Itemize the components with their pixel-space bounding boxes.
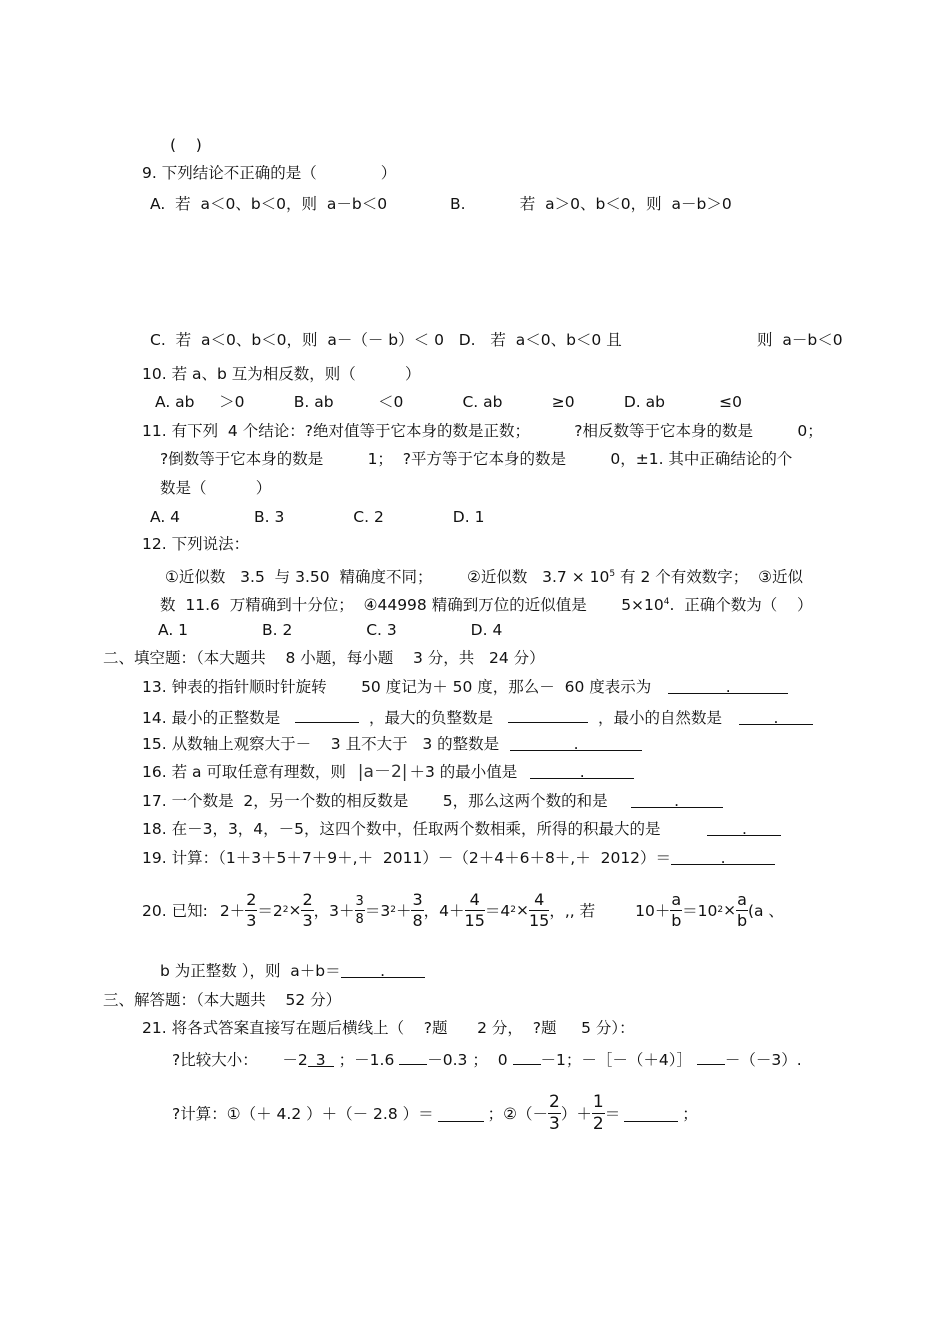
- text: －（－3）.: [724, 1051, 802, 1069]
- numerator: 4: [469, 889, 480, 909]
- numerator: 2: [246, 889, 257, 909]
- answer-blank[interactable]: .: [341, 961, 425, 978]
- answer-blank[interactable]: [438, 1105, 484, 1122]
- text: ，4＋: [423, 902, 465, 920]
- question-11-line-3: 数是（ ）: [160, 479, 272, 497]
- exponent: 2: [717, 905, 724, 915]
- question-15: [142, 734, 642, 754]
- question-14-c: ，最小的自然数是: [597, 709, 722, 727]
- question-12-line-1-b: 有 2 个有效数字； ③近似: [615, 568, 803, 586]
- question-13: [142, 677, 788, 697]
- question-11-line-1: 11. 有下列 4 个结论：?绝对值等于它本身的数是正数； ?相反数等于它本身的数是 0；: [142, 422, 823, 440]
- answer-blank[interactable]: .: [530, 762, 634, 779]
- text: ＝2: [257, 902, 283, 920]
- question-11-options: A. 4 B. 3 C. 2 D. 1: [150, 508, 485, 526]
- text: ＝10: [682, 902, 718, 920]
- fraction: [592, 1091, 605, 1134]
- question-14: [142, 706, 813, 728]
- text: ；: [682, 1105, 698, 1123]
- section-3-heading: 三、解答题：（本大题共 52 分）: [103, 991, 342, 1009]
- answer-blank[interactable]: .: [739, 708, 813, 725]
- text: ×: [515, 901, 529, 919]
- answer-blank[interactable]: .: [707, 819, 781, 836]
- question-14-a: 14. 最小的正整数是: [142, 709, 281, 727]
- question-20-lead: 20. 已知:: [142, 902, 208, 920]
- text: －1；－［－（＋4）］: [540, 1051, 692, 1069]
- numerator: 4: [534, 889, 545, 909]
- text: ）＋: [560, 1105, 592, 1123]
- text: ?比较大小： －2: [172, 1051, 308, 1069]
- question-13-text: 13. 钟表的指针顺时针旋转 50 度记为＋ 50 度，那么－ 60 度表示为: [142, 678, 652, 696]
- question-17: [142, 791, 723, 811]
- question-17-text: 17. 一个数是 2，另一个数的相反数是 5，那么这两个数的和是: [142, 792, 608, 810]
- text: 2＋: [219, 902, 246, 920]
- denominator: 15: [464, 910, 485, 930]
- denominator: 2: [592, 1113, 604, 1134]
- answer-blank[interactable]: .: [631, 791, 723, 808]
- answer-blank[interactable]: [697, 1048, 725, 1065]
- question-12-stem: 12. 下列说法：: [142, 535, 250, 553]
- answer-blank[interactable]: [508, 706, 588, 723]
- question-9-option-d-tail: 则 a－b＜0: [757, 331, 843, 349]
- question-9-option-b: B. 若 a＞0、b＜0，则 a－b＞0: [450, 195, 732, 213]
- denominator: 3: [549, 1113, 560, 1134]
- question-16-b: ＋3 的最小值是: [409, 763, 518, 781]
- fraction: [528, 889, 550, 930]
- question-12-line-1: [165, 564, 803, 587]
- question-18: [142, 819, 781, 839]
- text: ?计算：①（＋ 4.2 ）＋（－ 2.8 ）＝: [172, 1105, 434, 1123]
- numerator: 3: [412, 889, 423, 909]
- answer-blank[interactable]: .: [668, 677, 788, 694]
- text: ＝3: [364, 902, 391, 920]
- answer-blank[interactable]: [399, 1048, 427, 1065]
- question-12-line-2: [160, 592, 813, 615]
- exponent: 5: [609, 569, 616, 579]
- question-19-text: 19. 计算：（1＋3＋5＋7＋9＋,＋ 2011）－（2＋4＋6＋8＋,＋ 2012）＝: [142, 849, 672, 867]
- section-2-heading: 二、填空题：（本大题共 8 小题，每小题 3 分，共 24 分）: [103, 649, 545, 667]
- question-12-line-2-a: 数 11.6 万精确到十分位； ④44998 精确到万位的近似值是 5×10: [160, 596, 664, 614]
- numerator: 2: [549, 1091, 560, 1112]
- fraction: [355, 895, 365, 926]
- exponent: 4: [663, 597, 670, 607]
- question-20-line-2-text: b 为正整数 ），则 a＋b＝: [160, 962, 341, 980]
- numerator: a: [671, 889, 682, 909]
- denominator: 15: [528, 910, 550, 930]
- question-20-line-1: [142, 880, 784, 940]
- numerator: 1: [592, 1091, 604, 1112]
- answer-blank[interactable]: .: [671, 848, 775, 865]
- question-20-line-2: [160, 961, 425, 981]
- exponent: 2: [510, 905, 516, 915]
- fraction: [301, 889, 313, 930]
- question-9-option-c: C. 若 a＜0、b＜0，则 a－（－ b）＜ 0 D. 若 a＜0、b＜0 且: [150, 331, 622, 349]
- text: (a 、: [747, 902, 784, 920]
- question-10-options: A. ab ＞0 B. ab ＜0 C. ab ≥0 D. ab ≤0: [155, 393, 743, 411]
- denominator: 8: [412, 910, 423, 930]
- question-15-text: 15. 从数轴上观察大于－ 3 且不大于 3 的整数是: [142, 735, 500, 753]
- answer-blank[interactable]: 3: [308, 1050, 334, 1067]
- question-9-option-a: A. 若 a＜0、b＜0，则 a－b＜0: [150, 195, 388, 213]
- text: 10＋: [635, 902, 671, 920]
- absolute-value-expression: |a－2|: [357, 762, 408, 782]
- text: ＝: [604, 1105, 621, 1123]
- fraction: [736, 889, 748, 930]
- denominator: 3: [246, 910, 257, 930]
- answer-blank[interactable]: [624, 1105, 678, 1122]
- text: ；－1.6: [338, 1051, 395, 1069]
- answer-blank[interactable]: [295, 706, 359, 723]
- question-8-tail: ( ): [170, 136, 202, 154]
- question-9-stem: 9. 下列结论不正确的是（ ）: [142, 164, 397, 182]
- question-16-a: 16. 若 a 可取任意有理数，则: [142, 763, 346, 781]
- question-21-compare: [172, 1048, 802, 1070]
- numerator: a: [737, 889, 747, 909]
- denominator: 8: [355, 911, 364, 927]
- answer-blank[interactable]: [513, 1048, 541, 1065]
- text: ，,, 若: [549, 902, 596, 920]
- fraction: [245, 889, 257, 930]
- question-12-line-1-a: ①近似数 3.5 与 3.50 精确度不同； ②近似数 3.7 × 10: [165, 568, 610, 586]
- text: ，3＋: [313, 902, 355, 920]
- question-16: [142, 762, 634, 782]
- question-19: [142, 848, 775, 868]
- question-14-b: ，最大的负整数是: [369, 709, 494, 727]
- denominator: b: [671, 910, 682, 930]
- text: ；②（－: [487, 1105, 549, 1123]
- fraction: [464, 889, 485, 930]
- text: ＝4: [484, 902, 511, 920]
- denominator: 3: [302, 910, 313, 930]
- fraction: [670, 889, 682, 930]
- question-11-line-2: ?倒数等于它本身的数是 1； ?平方等于它本身的数是 0，±1. 其中正确结论的个: [160, 450, 793, 468]
- exponent: 2: [282, 905, 289, 915]
- question-12-options: A. 1 B. 2 C. 3 D. 4: [158, 621, 503, 639]
- question-12-line-2-b: . 正确个数为（ ）: [669, 596, 813, 614]
- fraction: [548, 1091, 561, 1134]
- text: ×: [723, 901, 737, 919]
- text: －0.3 ； 0: [427, 1051, 508, 1069]
- fraction: [411, 889, 423, 930]
- question-21-stem: 21. 将各式答案直接写在题后横线上（ ?题 2 分， ?题 5 分）：: [142, 1019, 635, 1037]
- exponent: 2: [390, 905, 396, 915]
- question-10-stem: 10. 若 a、b 互为相反数，则（ ）: [142, 365, 421, 383]
- text: ＋: [395, 902, 412, 920]
- text: ×: [288, 901, 302, 919]
- numerator: 3: [355, 893, 364, 909]
- denominator: b: [736, 910, 748, 930]
- question-18-text: 18. 在－3，3，4，－5，这四个数中，任取两个数相乘，所得的积最大的是: [142, 820, 661, 838]
- answer-blank[interactable]: .: [510, 734, 642, 751]
- question-21-calc: [172, 1080, 698, 1146]
- numerator: 2: [302, 889, 313, 909]
